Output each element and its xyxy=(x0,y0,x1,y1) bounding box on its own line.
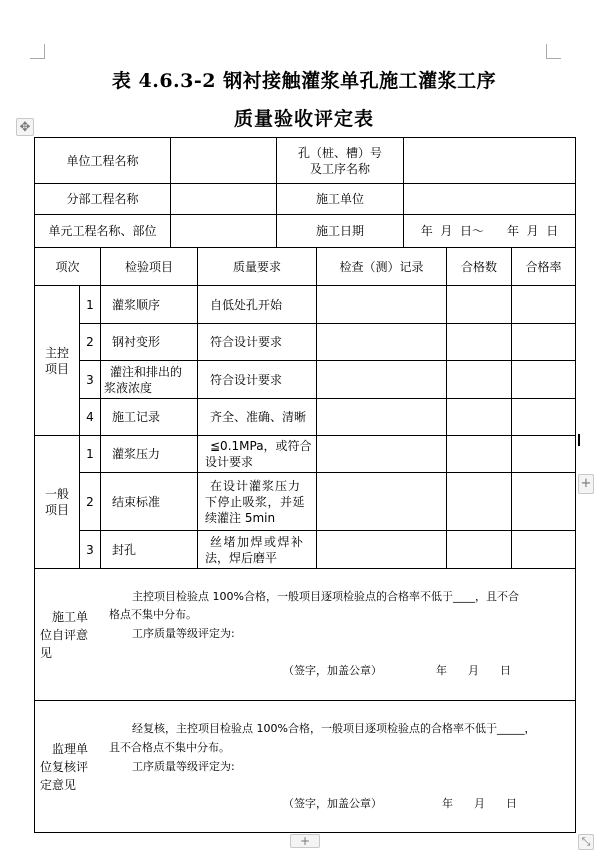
supervision-text-line3: 工序质量等级评定为: xyxy=(132,760,235,773)
general-row-requirement xyxy=(205,473,316,530)
main-row-requirement: 齐全、准确、清晰 xyxy=(210,410,307,424)
construction-date-label: 施工日期 xyxy=(315,224,364,238)
document-subtitle: 质量验收评定表 xyxy=(233,108,374,130)
general-row-req-line1: 在设计灌浆压力 xyxy=(210,478,302,493)
supervision-date: 年 月 日 xyxy=(442,797,517,810)
element-project-value[interactable] xyxy=(171,215,276,247)
construction-unit-value[interactable] xyxy=(404,184,575,214)
main-row-item: 灌浆顺序 xyxy=(112,297,161,312)
general-row-item: 封孔 xyxy=(112,542,137,557)
general-label xyxy=(35,436,79,568)
hole-process-label xyxy=(277,138,403,183)
general-row-req-line2: 法，焊后磨平 xyxy=(205,550,278,565)
main-control-label xyxy=(35,286,79,435)
self-assessment-date: 年 月 日 xyxy=(436,664,511,677)
col-header-requirement: 质量要求 xyxy=(232,259,281,274)
general-row-item: 结束标准 xyxy=(112,494,161,509)
sub-project-label: 分部工程名称 xyxy=(66,192,139,206)
col-header-item: 检验项目 xyxy=(124,259,173,274)
main-row-requirement: 符合设计要求 xyxy=(210,372,283,387)
element-project-label: 单元工程名称、部位 xyxy=(48,224,157,238)
supervision-text-line1: 经复核，主控项目检验点 100%合格，一般项目逐项检验点的合格率不低于_____， xyxy=(132,722,536,735)
add-column-button[interactable]: + xyxy=(578,474,594,494)
sub-project-value[interactable] xyxy=(171,184,276,214)
main-row-item: 钢衬变形 xyxy=(112,335,161,349)
construction-date-value[interactable]: 年 月 日～ 年 月 日 xyxy=(420,224,559,238)
document-title: 表 4.6.3-2 钢衬接触灌浆单孔施工灌浆工序 xyxy=(111,70,497,92)
self-assessment-label xyxy=(40,569,100,700)
general-row-number: 3 xyxy=(86,542,94,557)
general-row-req-line2: 下停止吸浆，并延 xyxy=(205,494,306,509)
main-row-item xyxy=(104,361,197,398)
general-row-req-line3: 续灌注 5min xyxy=(205,510,276,525)
general-row-req-line2: 设计要求 xyxy=(205,455,254,469)
page-corner-top-left xyxy=(30,44,45,59)
supervision-signature: （签字，加盖公章） xyxy=(283,797,382,810)
table-move-handle[interactable]: ✥ xyxy=(16,118,34,136)
self-assessment-text-line3: 工序质量等级评定为: xyxy=(132,627,235,640)
main-row-number: 2 xyxy=(86,335,94,349)
col-header-record: 检查（测）记录 xyxy=(339,259,424,274)
main-row-number: 1 xyxy=(86,297,94,312)
hole-label-line2: 及工序名称 xyxy=(309,161,370,176)
main-row-requirement: 自低处孔开始 xyxy=(210,297,283,312)
self-assessment-text-line2: 格点不集中分布。 xyxy=(109,608,197,621)
unit-project-value[interactable] xyxy=(171,138,276,183)
general-row-requirement xyxy=(205,531,316,568)
hole-label-line1: 孔（桩、槽）号 xyxy=(297,145,382,160)
general-label-line1: 一般 xyxy=(44,487,69,501)
unit-project-label: 单位工程名称 xyxy=(66,153,139,168)
main-control-label-line1: 主控 xyxy=(44,345,69,360)
main-row-requirement: 符合设计要求 xyxy=(210,335,283,349)
self-assessment-label-line1: 施工单 xyxy=(52,609,89,624)
main-row-number: 3 xyxy=(86,372,94,387)
main-row-item-line1: 灌注和排出的 xyxy=(110,364,183,379)
general-row-req-line1: ≦0.1MPa，或符合 xyxy=(210,439,312,453)
general-row-number: 1 xyxy=(86,447,94,461)
main-control-label-line2: 项目 xyxy=(44,361,69,376)
main-row-item: 施工记录 xyxy=(112,410,161,424)
construction-unit-label: 施工单位 xyxy=(315,192,364,206)
general-row-req-line1: 丝堵加焊或焊补 xyxy=(210,534,305,549)
supervision-label-line2: 位复核评 xyxy=(40,759,89,774)
supervision-label-line3: 定意见 xyxy=(40,777,77,792)
page-corner-top-right xyxy=(546,44,561,59)
supervision-text-line2: 且不合格点不集中分布。 xyxy=(109,741,230,754)
hole-process-value[interactable] xyxy=(404,138,575,183)
col-header-qualified-count: 合格数 xyxy=(460,259,497,274)
self-assessment-label-line2: 位自评意 xyxy=(40,627,89,642)
self-assessment-text-line1: 主控项目检验点 100%合格，一般项目逐项检验点的合格率不低于____，且不合 xyxy=(132,590,519,603)
self-assessment-signature: （签字，加盖公章） xyxy=(283,664,382,677)
col-header-pass-rate: 合格率 xyxy=(525,259,562,274)
self-assessment-label-line3: 见 xyxy=(40,645,53,660)
table-resize-handle[interactable]: ⤡ xyxy=(578,834,594,850)
row-end-marker xyxy=(578,434,580,446)
general-row-item: 灌浆压力 xyxy=(112,447,161,461)
general-label-line2: 项目 xyxy=(44,503,69,517)
main-row-item-line2: 浆液浓度 xyxy=(104,380,153,395)
general-row-requirement xyxy=(205,436,316,472)
main-row-number: 4 xyxy=(86,410,94,424)
add-row-button[interactable]: + xyxy=(290,834,320,848)
supervision-label xyxy=(40,701,100,832)
supervision-label-line1: 监理单 xyxy=(52,741,89,756)
col-header-category: 项次 xyxy=(55,259,80,274)
general-row-number: 2 xyxy=(86,494,94,509)
